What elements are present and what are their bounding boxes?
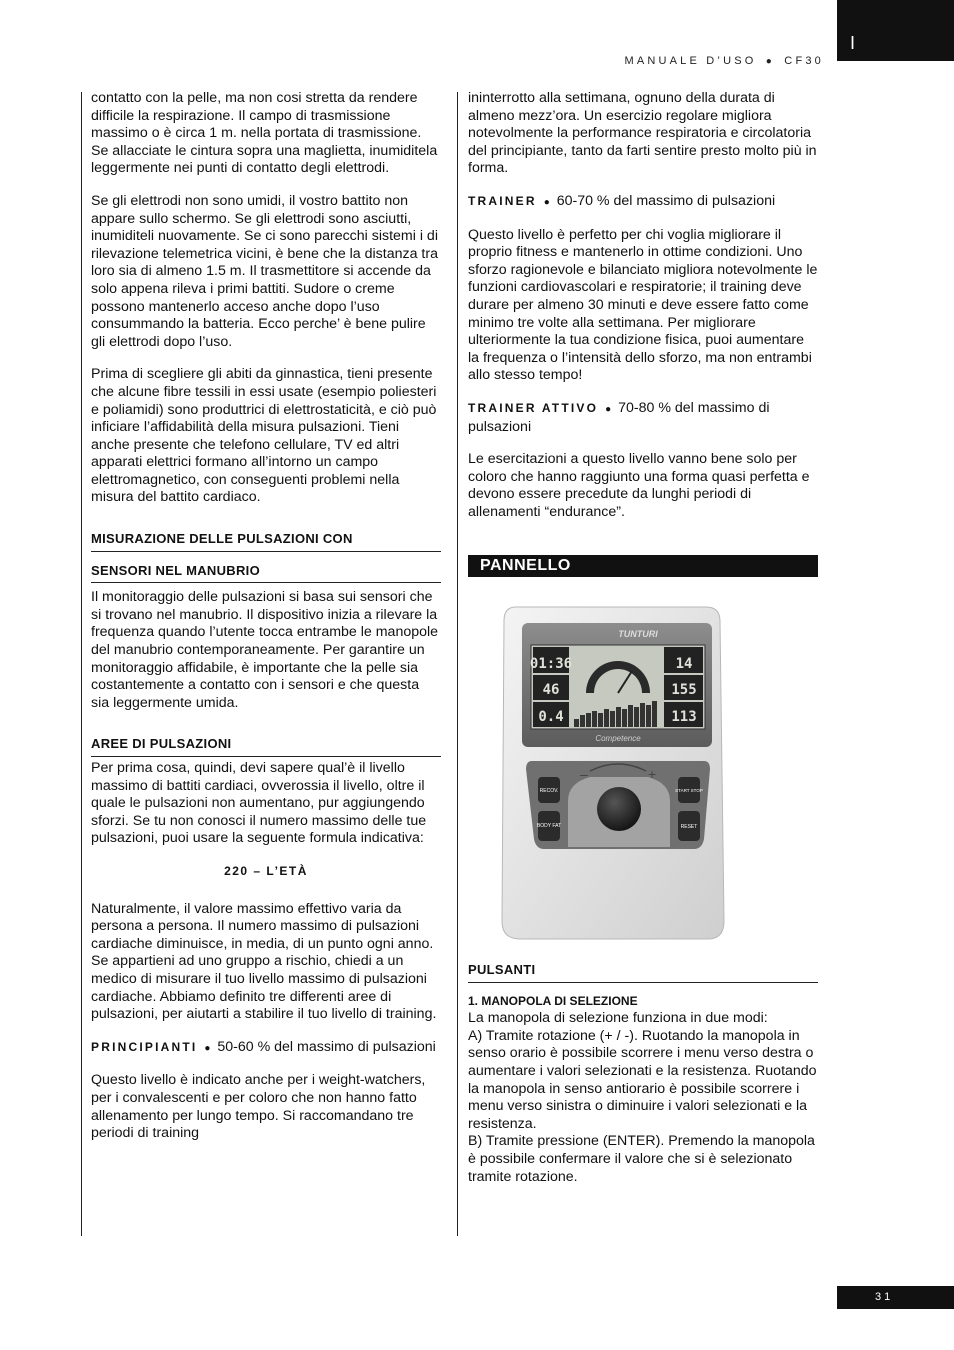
zone-trainer	[468, 193, 818, 212]
heading-measure-line2: SENSORI NEL MANUBRIO	[91, 558, 441, 584]
reset-button-label: RESET	[680, 824, 698, 831]
language-letter: I	[850, 33, 856, 53]
zone-bullet: ●	[204, 1042, 211, 1054]
running-header	[624, 55, 824, 67]
paragraph: Prima di scegliere gli abiti da ginnastica, tieni presente che alcune fibre tessili in essi usate (esempio poliesteri e poliamidi) sono produttrici di elettrostaticità, e ciò può inficiare l’affidabilità della misura pulsazioni. Tieni anche presente che telefono cellulare, TV ed altri apparati elettrici formano all’intorno un campo elettromagnetico, con conseguenti problemi nella misura del battito cardiaco.	[91, 366, 437, 506]
paragraph: Questo livello è indicato anche per i weight-watchers, per i convalescenti e per coloro che non hanno fatto allenamento per lungo tempo. Si raccomandano tre periodi di training	[91, 1072, 426, 1142]
zone-bullet: ●	[543, 196, 550, 208]
lcd-watt: 155	[671, 682, 697, 699]
page-number-tab	[837, 1286, 954, 1309]
formula: 220 – L’ETÀ	[224, 863, 308, 878]
heading-knob: 1. MANOPOLA DI SELEZIONE	[468, 993, 638, 1008]
zone-value: 50-60 % del massimo di pulsazioni	[217, 1038, 436, 1055]
heading-buttons: PULSANTI	[468, 953, 818, 983]
paragraph: Naturalmente, il valore massimo effettivo varia da persona a persona. Il numero massimo di pulsazioni cardiache diminuisce, in media, di un punto ogni anno. Se appartieni ad uno gruppo a rischio, chiedi a un medico di misurare il tuo livello massimo di pulsazioni cardiache. Abbiamo definito tre differenti aree di pulsazioni, per aiutarti a stabilire il tuo livello di training.	[91, 900, 437, 1023]
zone-beginners	[91, 1039, 441, 1058]
selection-knob[interactable]	[597, 787, 641, 831]
zone-label: PRINCIPIANTI	[91, 1039, 198, 1054]
body-fat-button-label: BODY FAT	[536, 823, 562, 830]
console-panel-image	[498, 601, 728, 945]
brand-logo: TUNTURI	[618, 629, 658, 640]
paragraph: La manopola di selezione funziona in due modi:	[468, 1010, 768, 1027]
lcd-speed: 46	[542, 682, 560, 699]
lcd-level: 14	[675, 656, 693, 673]
heading-measure-line1: MISURAZIONE DELLE PULSAZIONI CON	[91, 522, 441, 552]
lcd-distance: 0.4	[538, 709, 564, 726]
language-tab	[837, 0, 954, 61]
middle-column-rule	[457, 92, 458, 1236]
zone-value: 70-80 % del massimo di pulsazioni	[468, 399, 770, 435]
zone-active-trainer	[468, 400, 818, 436]
start-stop-button-label: START STOP	[675, 788, 703, 794]
lcd-time: 01:36	[529, 656, 573, 673]
left-column	[91, 90, 441, 1158]
recov-button-label: RECOV.	[539, 788, 559, 795]
paragraph: Il monitoraggio delle pulsazioni si basa sui sensori che si trovano nel manubrio. Il dispositivo inizia a rilevare la frequenza quando l’utente tocca entrambe le manopole del manubrio contemporaneamente. Per garantire un monitoraggio affidabile, è importante che la pelle sia costantemente a contatto con i sensori e che questa sia leggermente umida.	[91, 589, 439, 711]
paragraph: ininterrotto alla settimana, ognuno della durata di almeno mezz’ora. Un esercizio regolare migliora notevolmente la performance respiratoria e circolatoria del principiante, tanto da farti sentire presto molto più in forma.	[468, 90, 817, 177]
minus-sign: –	[580, 766, 588, 783]
zone-label: TRAINER ATTIVO	[468, 400, 599, 415]
model-name: CF30	[784, 55, 824, 67]
header-bullet: ●	[765, 56, 776, 67]
paragraph: Se gli elettrodi non sono umidi, il vostro battito non appare sullo schermo. Se gli elettrodi sono asciutti, inumiditeli nuovamente. Se ci sono parecchi sistemi i di rilevazione telemetrica vicini, è bene che la distanza tra loro sia di almeno 1.5 m. Il trasmettitore si accende da solo appena rileva i primi battiti. Sudore o creme possono mantenerlo acceso anche dopo l’uso consummando la batteria. Ecco perche’ è bene pulire gli elettrodi dopo l’uso.	[91, 192, 438, 350]
paragraph: Le esercitazioni a questo livello vanno bene solo per coloro che hanno raggiunto una forma quasi perfetta e devono essere precedute da lunghi periodi di allenamenti “endurance”.	[468, 451, 810, 520]
page-number: 31	[875, 1291, 894, 1303]
paragraph: B) Tramite pressione (ENTER). Premendo la manopola è possibile confermare il valore che si è selezionato tramite rotazione.	[468, 1133, 815, 1185]
paragraph: Per prima cosa, quindi, devi sapere qual’è il livello massimo di battiti cardiaci, ovverossia il livello, oltre il quale le pulsazioni non aumentano, pur aggiungendo sforzi. Se tu non conosci il numero massimo delle tue pulsazioni, puoi usare la seguente formula indicativa:	[91, 760, 427, 847]
zone-bullet: ●	[605, 403, 612, 415]
right-column	[468, 90, 818, 1186]
zone-label: TRAINER	[468, 193, 537, 208]
model-logo: Competence	[595, 734, 641, 744]
lcd-pulse: 113	[671, 709, 697, 726]
paragraph: Questo livello è perfetto per chi voglia migliorare il proprio fitness e mantenerlo in ottime condizioni. Uno sforzo ragionevole e bilanciato migliora notevolmente le funzioni cardiovascolari e respiratorie; il training deve durare per almeno 30 minuti e deve essere fatto come minimo tre volte alla settimana. Per migliorare ulteriormente la tua condizione fisica, puoi aumentare la frequenza o l’intensità dello sforzo, ma non entrambi allo stesso tempo!	[468, 226, 818, 384]
left-column-rule	[81, 92, 82, 1236]
paragraph: contatto con la pelle, ma non cosi stretta da rendere difficile la respirazione. Il campo di trasmissione massimo o è circa 1 m. nella portata di trasmissione. Se allacciate le cintura sopra una maglietta, inumiditela leggermente nei punti di contatto degli elettrodi.	[91, 90, 438, 177]
manual-title: MANUALE D’USO	[624, 55, 757, 67]
plus-sign: +	[648, 766, 657, 783]
section-title-panel: PANNELLO	[468, 555, 818, 577]
heading-pulse-areas: AREE DI PULSAZIONI	[91, 727, 441, 757]
zone-value: 60-70 % del massimo di pulsazioni	[556, 192, 776, 209]
paragraph: A) Tramite rotazione (+ / -). Ruotando la manopola in senso orario è possibile scorrere i menu verso destra o aumentare i valori selezionati e la resistenza. Ruotando la manopola in senso antiorario è possibile scorrere i menu verso sinistra o diminuire i valori selezionati e la resistenza.	[468, 1027, 817, 1132]
